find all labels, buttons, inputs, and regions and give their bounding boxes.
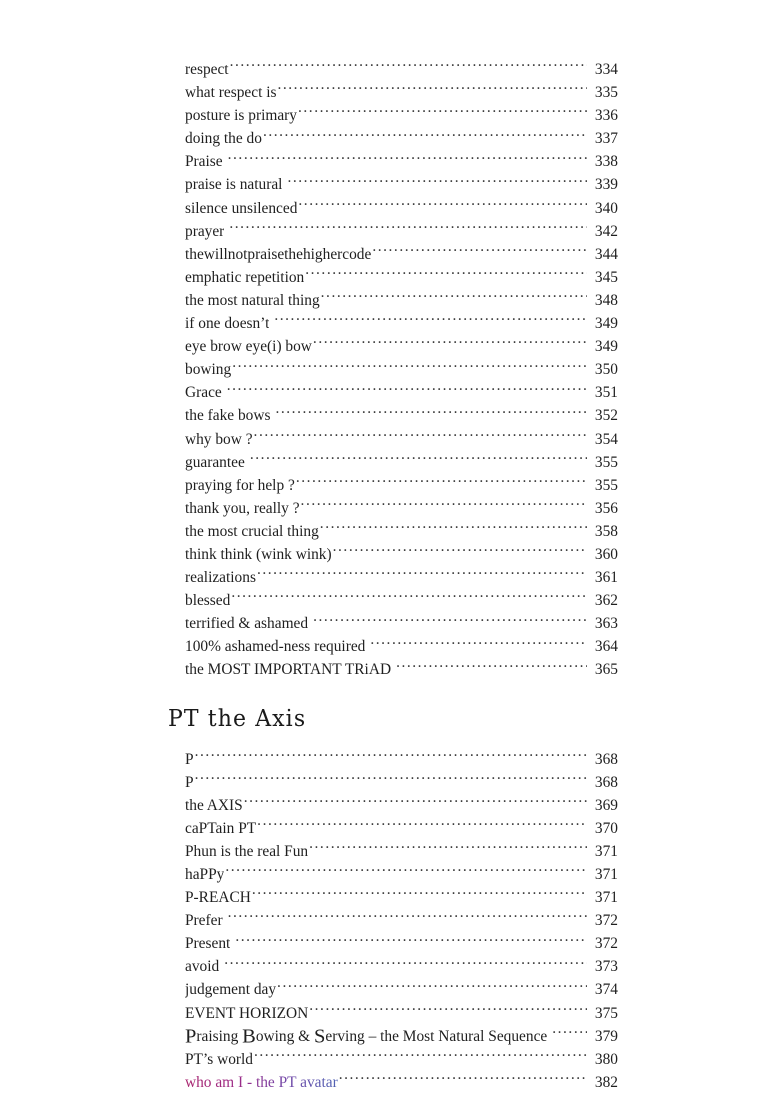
toc-entry[interactable] bbox=[185, 289, 618, 312]
toc-dot-leader bbox=[372, 243, 587, 258]
toc-entry-page-number: 337 bbox=[594, 130, 618, 148]
toc-entry-initial-cap: B bbox=[242, 1025, 256, 1048]
toc-entry[interactable] bbox=[185, 404, 618, 427]
toc-body bbox=[168, 58, 618, 1094]
toc-entry-page-number: 360 bbox=[594, 545, 618, 563]
toc-entry-label bbox=[185, 1025, 547, 1048]
toc-entry[interactable] bbox=[185, 197, 618, 220]
toc-entry-page-number: 368 bbox=[594, 773, 618, 791]
toc-entry[interactable] bbox=[185, 451, 618, 474]
toc-entry-label-part: raising bbox=[196, 1027, 243, 1045]
toc-dot-leader bbox=[229, 220, 587, 235]
toc-entry[interactable] bbox=[185, 566, 618, 589]
toc-entry[interactable] bbox=[185, 312, 618, 335]
section-heading-wrapper bbox=[168, 705, 618, 732]
toc-entry-label: haPPy bbox=[185, 866, 225, 883]
toc-entry[interactable] bbox=[185, 220, 618, 243]
toc-entry-page-number: 374 bbox=[594, 981, 618, 999]
toc-entry[interactable] bbox=[185, 266, 618, 289]
toc-dot-leader bbox=[254, 428, 587, 443]
toc-dot-leader bbox=[309, 841, 587, 856]
toc-dot-leader bbox=[301, 497, 587, 512]
toc-entry-page-number: 350 bbox=[594, 361, 618, 379]
toc-entry[interactable] bbox=[185, 771, 618, 794]
toc-entry-label-part: erving – the Most Natural Sequence bbox=[325, 1027, 548, 1045]
toc-dot-leader bbox=[309, 1002, 587, 1017]
toc-entry-label: think think (wink wink) bbox=[185, 545, 332, 563]
toc-entry[interactable] bbox=[185, 1071, 618, 1094]
toc-dot-leader bbox=[298, 197, 587, 212]
toc-entry-page-number: 379 bbox=[594, 1027, 618, 1045]
toc-dot-leader bbox=[250, 451, 587, 466]
toc-entry[interactable] bbox=[185, 335, 618, 358]
toc-entry-page-number: 334 bbox=[594, 61, 618, 78]
toc-entry-label: respect bbox=[185, 61, 229, 78]
toc-dot-leader bbox=[257, 817, 587, 832]
toc-entry[interactable] bbox=[185, 474, 618, 497]
toc-entry[interactable] bbox=[185, 817, 618, 840]
toc-entry-page-number: 371 bbox=[594, 889, 618, 907]
toc-entry-label: Present bbox=[185, 935, 231, 953]
toc-entry-page-number: 336 bbox=[594, 107, 618, 125]
toc-entry-label: the fake bows bbox=[185, 407, 271, 425]
toc-entry-label: prayer bbox=[185, 222, 225, 240]
toc-entry-label: why bow ? bbox=[185, 430, 253, 448]
toc-entry-page-number: 372 bbox=[594, 935, 618, 953]
section-heading: PT the Axis bbox=[168, 705, 307, 732]
toc-entry[interactable] bbox=[185, 978, 618, 1001]
toc-entry-page-number: 348 bbox=[594, 291, 618, 309]
toc-entry-page-number: 349 bbox=[594, 315, 618, 333]
toc-dot-leader bbox=[230, 59, 587, 74]
toc-entry-page-number: 349 bbox=[594, 338, 618, 356]
toc-entry-label: praise is natural bbox=[185, 176, 283, 194]
toc-entry-label: who am I - the PT avatar bbox=[185, 1071, 338, 1094]
toc-entry-page-number: 380 bbox=[594, 1050, 618, 1068]
toc-entry[interactable] bbox=[185, 381, 618, 404]
toc-dot-leader bbox=[263, 128, 587, 143]
toc-entry-page-number: 368 bbox=[594, 750, 618, 768]
toc-dot-leader bbox=[313, 336, 587, 351]
toc-entry[interactable] bbox=[185, 1025, 618, 1048]
toc-dot-leader bbox=[298, 105, 587, 120]
toc-entry[interactable] bbox=[185, 658, 618, 681]
toc-entry-page-number: 363 bbox=[594, 615, 618, 633]
toc-entry-label: Praise bbox=[185, 153, 223, 171]
toc-entry[interactable] bbox=[185, 794, 618, 817]
toc-dot-leader bbox=[231, 590, 587, 605]
toc-entry[interactable] bbox=[185, 635, 618, 658]
toc-entry-label: silence unsilenced bbox=[185, 199, 298, 217]
toc-entry-page-number: 335 bbox=[594, 84, 618, 102]
toc-entry-page-number: 372 bbox=[594, 912, 618, 930]
toc-dot-leader bbox=[313, 613, 587, 628]
toc-entry-page-number: 371 bbox=[594, 842, 618, 860]
toc-entry-page-number: 362 bbox=[594, 592, 618, 610]
toc-entry[interactable] bbox=[185, 1002, 618, 1025]
toc-entry-label: the most crucial thing bbox=[185, 522, 319, 540]
toc-dot-leader bbox=[296, 474, 587, 489]
toc-entry-label: Prefer bbox=[185, 912, 223, 930]
toc-entry[interactable] bbox=[185, 150, 618, 173]
toc-entry-page-number: 364 bbox=[594, 638, 618, 656]
toc-entry-label: guarantee bbox=[185, 453, 245, 471]
toc-entry[interactable] bbox=[185, 81, 618, 104]
toc-entry-group bbox=[185, 748, 618, 1094]
toc-dot-leader bbox=[257, 567, 587, 582]
toc-entry-label: Phun is the real Fun bbox=[185, 842, 309, 860]
toc-entry-label: praying for help ? bbox=[185, 476, 295, 494]
toc-entry-group bbox=[185, 58, 618, 682]
toc-entry-page-number: 340 bbox=[594, 199, 618, 217]
toc-entry-label: blessed bbox=[185, 592, 231, 610]
toc-entry[interactable] bbox=[185, 243, 618, 266]
toc-entry[interactable] bbox=[185, 543, 618, 566]
toc-entry[interactable] bbox=[185, 612, 618, 635]
toc-dot-leader bbox=[321, 290, 587, 305]
toc-entry-label: 100% ashamed-ness required bbox=[185, 638, 366, 656]
toc-dot-leader bbox=[333, 544, 587, 559]
toc-entry[interactable] bbox=[185, 428, 618, 451]
toc-entry-label: posture is primary bbox=[185, 107, 297, 125]
toc-entry[interactable] bbox=[185, 104, 618, 127]
toc-entry-page-number: 355 bbox=[594, 453, 618, 471]
toc-entry-page-number: 351 bbox=[594, 384, 618, 402]
toc-entry[interactable] bbox=[185, 127, 618, 150]
toc-dot-leader bbox=[275, 405, 587, 420]
toc-entry-page-number: 371 bbox=[594, 866, 618, 883]
toc-entry-label: P-REACH bbox=[185, 889, 251, 907]
toc-dot-leader bbox=[396, 659, 587, 674]
toc-dot-leader bbox=[254, 1048, 587, 1063]
toc-entry-label: what respect is bbox=[185, 84, 277, 102]
toc-entry[interactable] bbox=[185, 955, 618, 978]
toc-entry-page-number: 369 bbox=[594, 796, 618, 814]
toc-entry-label: caPTain PT bbox=[185, 819, 257, 837]
toc-entry-label: doing the do bbox=[185, 130, 262, 148]
toc-dot-leader bbox=[274, 313, 587, 328]
toc-entry[interactable] bbox=[185, 932, 618, 955]
toc-entry-page-number: 355 bbox=[594, 476, 618, 494]
toc-dot-leader bbox=[195, 748, 587, 763]
toc-entry[interactable] bbox=[185, 840, 618, 863]
toc-dot-leader bbox=[287, 174, 587, 189]
toc-entry-page-number: 352 bbox=[594, 407, 618, 425]
toc-entry-label: EVENT HORIZON bbox=[185, 1004, 309, 1022]
toc-dot-leader bbox=[195, 771, 587, 786]
toc-entry-label: PT’s world bbox=[185, 1050, 253, 1068]
toc-dot-leader bbox=[225, 864, 587, 879]
toc-entry-page-number: 358 bbox=[594, 522, 618, 540]
toc-entry[interactable] bbox=[185, 358, 618, 381]
toc-dot-leader bbox=[228, 910, 587, 925]
toc-entry-label: eye brow eye(i) bow bbox=[185, 338, 312, 356]
toc-entry-label: emphatic repetition bbox=[185, 268, 305, 286]
toc-entry-label: judgement day bbox=[185, 981, 277, 999]
toc-entry[interactable] bbox=[185, 748, 618, 771]
toc-dot-leader bbox=[252, 887, 587, 902]
toc-entry[interactable] bbox=[185, 58, 618, 81]
toc-entry-label-part: owing & bbox=[255, 1027, 314, 1045]
toc-entry-page-number: 345 bbox=[594, 268, 618, 286]
toc-entry-label: thewillnotpraisethehighercode bbox=[185, 245, 372, 263]
toc-entry-page-number: 356 bbox=[594, 499, 618, 517]
toc-entry-label: P bbox=[185, 773, 194, 791]
toc-entry-label: thank you, really ? bbox=[185, 499, 300, 517]
toc-entry[interactable] bbox=[185, 886, 618, 909]
toc-entry-label: the AXIS bbox=[185, 796, 243, 814]
toc-entry-label: the MOST IMPORTANT TRiAD bbox=[185, 661, 392, 679]
toc-dot-leader bbox=[552, 1025, 587, 1040]
toc-entry-label: the most natural thing bbox=[185, 291, 320, 309]
toc-entry-page-number: 361 bbox=[594, 569, 618, 587]
toc-entry-page-number: 339 bbox=[594, 176, 618, 194]
toc-entry[interactable] bbox=[185, 589, 618, 612]
toc-entry-label: P bbox=[185, 750, 194, 768]
toc-entry-page-number: 342 bbox=[594, 222, 618, 240]
toc-entry-page-number: 382 bbox=[594, 1073, 618, 1091]
toc-entry-page-number: 373 bbox=[594, 958, 618, 976]
toc-entry[interactable] bbox=[185, 497, 618, 520]
toc-dot-leader bbox=[277, 979, 587, 994]
toc-dot-leader bbox=[228, 151, 587, 166]
toc-dot-leader bbox=[370, 636, 587, 651]
toc-entry-label: terrified & ashamed bbox=[185, 615, 309, 633]
toc-entry[interactable] bbox=[185, 520, 618, 543]
toc-entry[interactable] bbox=[185, 1048, 618, 1071]
toc-entry-page-number: 354 bbox=[594, 430, 618, 448]
toc-dot-leader bbox=[224, 956, 587, 971]
toc-entry-label: if one doesn’t bbox=[185, 315, 270, 333]
toc-entry-page-number: 375 bbox=[594, 1004, 618, 1022]
toc-entry[interactable] bbox=[185, 909, 618, 932]
toc-dot-leader bbox=[277, 82, 587, 97]
toc-dot-leader bbox=[235, 933, 587, 948]
toc-dot-leader bbox=[227, 382, 587, 397]
toc-entry[interactable] bbox=[185, 173, 618, 196]
toc-entry-initial-cap: P bbox=[185, 1025, 197, 1048]
toc-dot-leader bbox=[244, 794, 587, 809]
toc-dot-leader bbox=[232, 359, 587, 374]
toc-entry-label: bowing bbox=[185, 361, 232, 379]
toc-entry[interactable] bbox=[185, 863, 618, 886]
toc-entry-page-number: 370 bbox=[594, 819, 618, 837]
toc-dot-leader bbox=[320, 520, 587, 535]
toc-entry-label: avoid bbox=[185, 958, 220, 976]
toc-entry-initial-cap: S bbox=[314, 1025, 326, 1048]
toc-entry-page-number: 365 bbox=[594, 661, 618, 679]
toc-entry-label: realizations bbox=[185, 569, 256, 587]
toc-entry-label: Grace bbox=[185, 384, 222, 402]
toc-dot-leader bbox=[305, 266, 587, 281]
toc-dot-leader bbox=[339, 1071, 587, 1086]
toc-entry-page-number: 338 bbox=[594, 153, 618, 171]
toc-entry-page-number: 344 bbox=[594, 245, 618, 263]
